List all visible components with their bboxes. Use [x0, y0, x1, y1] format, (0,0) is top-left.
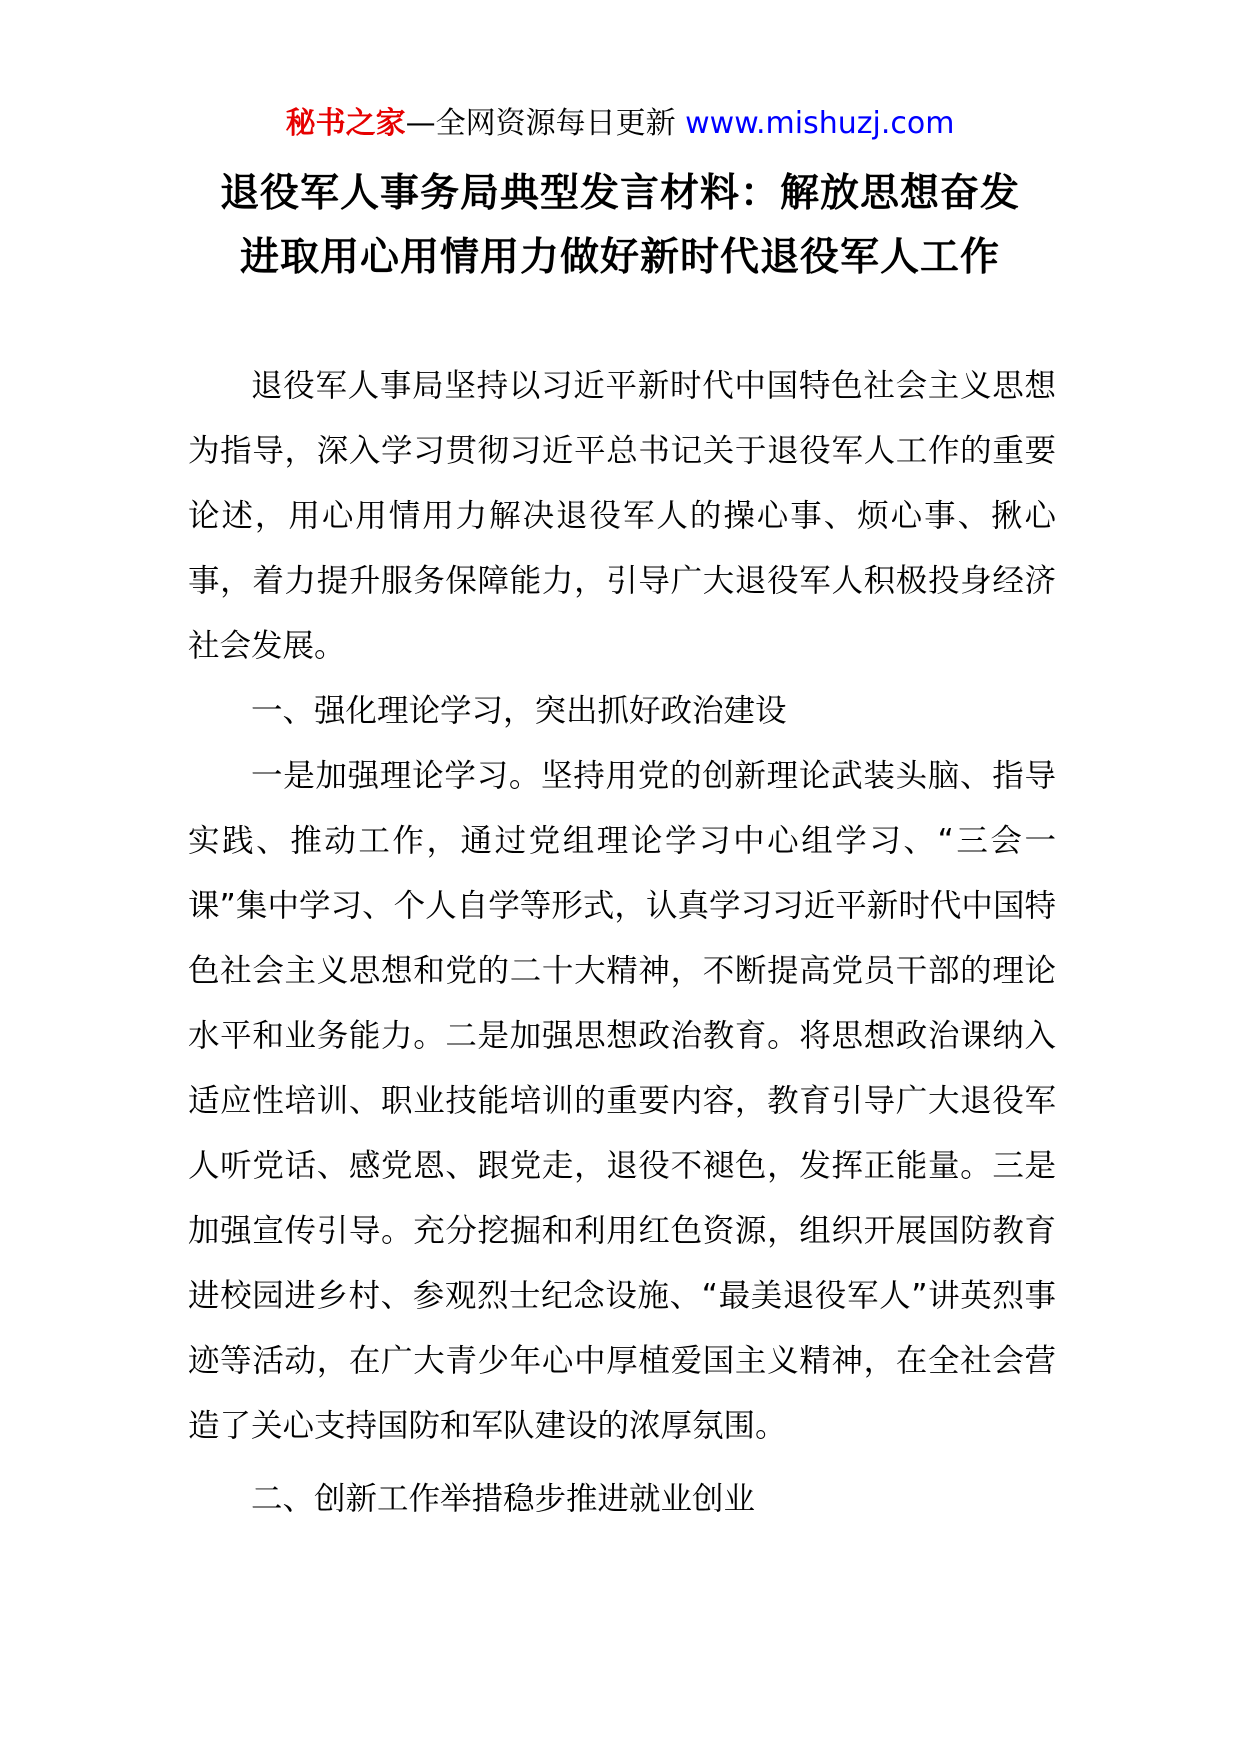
title-line-2: 进取用心用情用力做好新时代退役军人工作: [239, 235, 1000, 280]
site-header: [0, 102, 1240, 146]
site-brand: 秘书之家: [285, 106, 406, 141]
section-paragraph-1: 一是加强理论学习。坚持用党的创新理论武装头脑、指导实践、推动工作，通过党组理论学习中心组学习、“三会一课”集中学习、个人自学等形式，认真学习习近平新时代中国特色社会主义思想和党的二十大精神，不断提高党员干部的理论水平和业务能力。二是加强思想政治教育。将思想政治课纳入适应性培训、职业技能培训的重要内容，教育引导广大退役军人听党话、感党恩、跟党走，退役不褪色，发挥正能量。三是加强宣传引导。充分挖掘和利用红色资源，组织开展国防教育进校园进乡村、参观烈士纪念设施、“最美退役军人”讲英烈事迹等活动，在广大青少年心中厚植爱国主义精神，在全社会营造了关心支持国防和军队建设的浓厚氛围。: [188, 758, 1056, 1444]
site-slogan: —全网资源每日更新: [405, 106, 686, 141]
document-title: [150, 162, 1090, 290]
section-heading-2: 二、创新工作举措稳步推进就业创业: [251, 1481, 756, 1517]
intro-paragraph: 退役军人事局坚持以习近平新时代中国特色社会主义思想为指导，深入学习贯彻习近平总书记关于退役军人工作的重要论述，用心用情用力解决退役军人的操心事、烦心事、揪心事，着力提升服务保障能力，引导广大退役军人积极投身经济社会发展。: [188, 368, 1056, 664]
site-url-link[interactable]: www.mishuzj.com: [685, 106, 955, 141]
document-body: [188, 354, 1056, 1532]
section-heading-1: 一、强化理论学习，突出抓好政治建设: [251, 693, 787, 729]
title-line-1: 退役军人事务局典型发言材料：解放思想奋发: [219, 171, 1020, 216]
